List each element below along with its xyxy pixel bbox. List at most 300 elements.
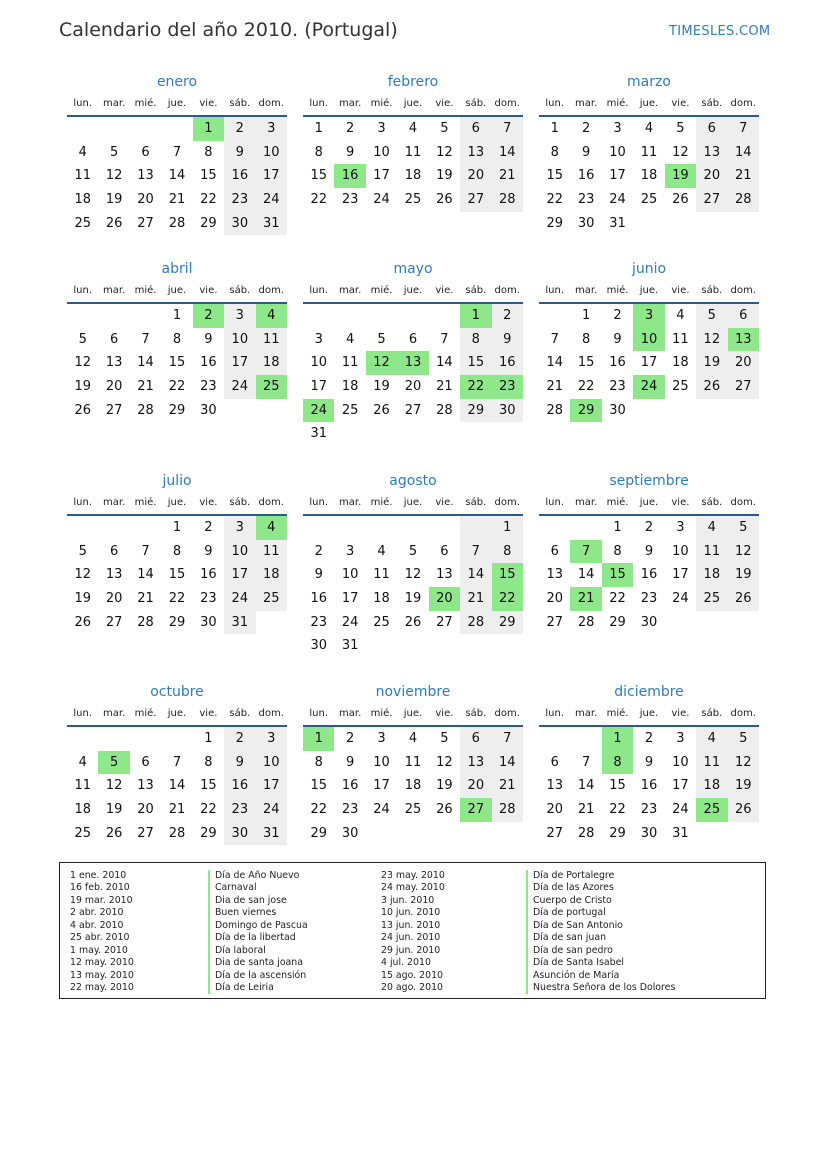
day-cell: 5 [728, 516, 759, 540]
weekday-label: mar. [339, 285, 362, 296]
legend-holiday-name: Día de san pedro [526, 945, 675, 957]
day-cell: 27 [137, 215, 154, 231]
day-cell: 28 [436, 402, 453, 418]
weekday-label: dom. [730, 285, 756, 296]
day-cell: 4 [644, 121, 654, 136]
empty-cell [397, 516, 428, 540]
day-cell: 26 [105, 825, 123, 841]
day-cell: 29 [200, 825, 217, 841]
day-cell: 4 [676, 308, 685, 323]
month-marzo [539, 71, 759, 235]
day-cell: 12 [436, 144, 453, 160]
legend-holiday-name: Día de la ascensión [208, 970, 308, 982]
day-cell: 26 [696, 375, 727, 399]
day-cell: 25 [640, 192, 658, 208]
day-cell: 13 [696, 141, 727, 165]
day-cell: 1 [492, 516, 523, 540]
weekday-label: mar. [339, 497, 362, 508]
day-cell: 16 [640, 778, 658, 794]
empty-cell [224, 399, 255, 423]
day-cell: 29 [546, 215, 563, 231]
holiday-day-cell: 4 [256, 304, 287, 328]
day-cell: 8 [613, 543, 622, 559]
holiday-day-cell: 1 [193, 117, 224, 141]
empty-cell [130, 117, 161, 141]
day-cell: 2 [613, 308, 622, 323]
day-cell: 11 [696, 540, 727, 564]
empty-cell [397, 422, 428, 446]
weekday-label: dom. [730, 98, 756, 109]
legend-holiday-name: Dia de san jose [208, 895, 308, 907]
day-cell: 18 [672, 355, 689, 371]
day-cell: 17 [373, 778, 390, 794]
day-cell: 9 [314, 567, 323, 583]
empty-cell [334, 516, 365, 540]
weekday-label: dom. [730, 708, 756, 719]
day-cell: 18 [404, 168, 422, 184]
weekday-label: lun. [309, 98, 329, 109]
day-cell: 27 [105, 614, 123, 630]
day-cell: 13 [546, 567, 563, 583]
weekday-label: lun. [545, 98, 565, 109]
day-cell: 9 [345, 144, 355, 160]
day-grid [303, 304, 523, 446]
month-agosto [303, 470, 523, 658]
day-cell: 14 [436, 355, 453, 371]
weekday-label: sáb. [465, 708, 487, 719]
weekday-label: dom. [258, 98, 284, 109]
day-cell: 8 [172, 543, 182, 559]
day-cell: 3 [224, 304, 255, 328]
empty-cell [334, 422, 365, 446]
weekday-label: mar. [575, 497, 598, 508]
day-cell: 3 [224, 516, 255, 540]
holiday-day-cell: 16 [334, 164, 365, 188]
day-cell: 5 [676, 121, 685, 136]
day-cell: 7 [141, 543, 150, 559]
day-cell: 12 [105, 168, 123, 184]
month-name: abril [161, 261, 193, 277]
day-cell: 16 [224, 774, 255, 798]
day-cell: 30 [640, 614, 658, 630]
holiday-day-cell: 13 [728, 328, 759, 352]
day-cell: 14 [137, 567, 154, 583]
day-cell: 18 [74, 802, 91, 818]
weekday-label: mar. [575, 708, 598, 719]
day-cell: 22 [168, 591, 186, 607]
day-cell: 2 [314, 543, 323, 559]
day-cell: 30 [310, 638, 327, 654]
day-cell: 15 [577, 355, 595, 371]
day-cell: 11 [672, 331, 689, 347]
legend-date: 2 abr. 2010 [70, 907, 124, 919]
day-cell: 8 [460, 328, 491, 352]
empty-cell [98, 516, 129, 540]
day-cell: 22 [546, 192, 563, 208]
weekday-label: sáb. [229, 285, 251, 296]
empty-cell [161, 117, 192, 141]
weekday-label: vie. [435, 98, 454, 109]
day-cell: 14 [577, 778, 595, 794]
empty-cell [397, 822, 428, 846]
weekday-label: mar. [103, 285, 126, 296]
day-cell: 25 [672, 379, 689, 395]
weekday-label: mié. [370, 285, 393, 296]
day-cell: 20 [728, 351, 759, 375]
month-name: septiembre [609, 473, 689, 489]
month-abril [67, 258, 287, 422]
legend-dates-right [381, 870, 445, 994]
weekday-label: mié. [370, 708, 393, 719]
day-cell: 26 [436, 192, 453, 208]
day-cell: 1 [204, 731, 213, 746]
day-cell: 18 [404, 778, 422, 794]
day-cell: 16 [492, 351, 523, 375]
empty-cell [256, 399, 287, 423]
day-cell: 7 [141, 331, 150, 347]
day-cell: 15 [168, 355, 186, 371]
weekday-header [539, 93, 759, 117]
legend-holiday-name: Día de Portalegre [526, 870, 675, 882]
day-cell: 9 [644, 754, 654, 770]
day-cell: 17 [609, 168, 626, 184]
weekday-label: jue. [403, 497, 423, 508]
empty-cell [460, 634, 491, 658]
legend-date: 23 may. 2010 [381, 870, 445, 881]
month-febrero [303, 71, 523, 212]
empty-cell [366, 634, 397, 658]
day-cell: 5 [440, 121, 449, 136]
day-cell: 8 [492, 540, 523, 564]
day-cell: 10 [373, 754, 390, 770]
weekday-label: jue. [167, 98, 187, 109]
empty-cell [98, 727, 129, 751]
weekday-label: mar. [103, 708, 126, 719]
day-cell: 27 [546, 614, 563, 630]
day-cell: 20 [137, 192, 154, 208]
day-cell: 13 [460, 751, 491, 775]
holiday-day-cell: 24 [303, 399, 334, 423]
day-cell: 8 [204, 144, 213, 160]
day-cell: 21 [492, 164, 523, 188]
day-grid [539, 304, 759, 422]
empty-cell [492, 422, 523, 446]
empty-cell [728, 399, 759, 423]
day-cell: 28 [728, 188, 759, 212]
legend-holiday-name: Día de Santa Isabel [526, 957, 675, 969]
brand-link[interactable]: TIMESLES.COM [669, 24, 771, 39]
day-cell: 6 [550, 754, 559, 770]
empty-cell [728, 611, 759, 635]
day-cell: 21 [137, 591, 154, 607]
day-cell: 17 [640, 355, 658, 371]
day-cell: 12 [105, 778, 123, 794]
day-cell: 25 [373, 614, 390, 630]
weekday-label: lun. [309, 708, 329, 719]
day-cell: 7 [581, 754, 591, 770]
weekday-label: mié. [134, 285, 157, 296]
day-cell: 24 [256, 188, 287, 212]
legend-date: 29 jun. 2010 [381, 944, 441, 956]
day-grid [303, 516, 523, 658]
day-cell: 23 [200, 379, 217, 395]
weekday-label: jue. [403, 708, 423, 719]
day-cell: 21 [460, 587, 491, 611]
legend-holiday-name: Día de San Antonio [526, 920, 675, 932]
day-cell: 14 [546, 355, 563, 371]
day-cell: 25 [404, 802, 422, 818]
legend-date: 22 may. 2010 [70, 981, 134, 993]
legend-names-right [526, 870, 675, 994]
empty-cell [696, 399, 727, 423]
month-enero [67, 71, 287, 235]
empty-cell [696, 611, 727, 635]
empty-cell [665, 399, 696, 423]
day-cell: 30 [577, 215, 595, 231]
day-cell: 12 [74, 567, 91, 583]
weekday-label: jue. [639, 98, 659, 109]
weekday-label: mié. [370, 497, 393, 508]
day-cell: 24 [224, 587, 255, 611]
weekday-label: mar. [339, 98, 362, 109]
day-cell: 14 [577, 567, 595, 583]
day-cell: 1 [172, 520, 182, 535]
holiday-day-cell: 4 [256, 516, 287, 540]
month-name: octubre [150, 684, 204, 700]
day-cell: 26 [373, 402, 390, 418]
weekday-header [67, 280, 287, 304]
day-cell: 17 [672, 778, 689, 794]
day-cell: 27 [137, 825, 154, 841]
day-cell: 19 [728, 563, 759, 587]
weekday-label: mié. [606, 497, 629, 508]
day-cell: 27 [436, 614, 453, 630]
day-cell: 24 [672, 591, 689, 607]
day-cell: 12 [728, 751, 759, 775]
month-name: agosto [389, 473, 437, 489]
day-cell: 27 [728, 375, 759, 399]
empty-cell [429, 304, 460, 328]
day-cell: 29 [609, 825, 626, 841]
day-cell: 29 [200, 215, 217, 231]
page-title: Calendario del año 2010. (Portugal) [59, 19, 398, 41]
day-cell: 7 [172, 754, 182, 770]
day-cell: 11 [74, 168, 91, 184]
day-cell: 17 [256, 774, 287, 798]
day-grid [539, 727, 759, 845]
day-cell: 1 [172, 308, 182, 323]
day-cell: 17 [672, 567, 689, 583]
empty-cell [570, 516, 601, 540]
day-cell: 24 [256, 798, 287, 822]
month-noviembre [303, 681, 523, 845]
month-diciembre [539, 681, 759, 845]
empty-cell [665, 611, 696, 635]
day-cell: 28 [577, 825, 595, 841]
day-grid [539, 117, 759, 235]
day-cell: 24 [609, 192, 626, 208]
weekday-label: mié. [134, 497, 157, 508]
legend-date: 1 may. 2010 [70, 944, 128, 956]
legend-date: 25 abr. 2010 [70, 932, 130, 944]
empty-cell [539, 304, 570, 328]
empty-cell [303, 516, 334, 540]
weekday-label: sáb. [701, 285, 723, 296]
day-cell: 11 [373, 567, 390, 583]
weekday-label: lun. [73, 708, 93, 719]
weekday-label: vie. [671, 285, 690, 296]
holiday-day-cell: 8 [602, 751, 633, 775]
weekday-label: vie. [671, 98, 690, 109]
holiday-day-cell: 1 [602, 727, 633, 751]
day-cell: 2 [644, 520, 654, 535]
day-cell: 3 [256, 117, 287, 141]
empty-cell [728, 212, 759, 236]
day-cell: 11 [341, 355, 359, 371]
day-cell: 31 [256, 822, 287, 846]
weekday-label: lun. [545, 497, 565, 508]
day-cell: 17 [373, 168, 390, 184]
weekday-label: jue. [167, 497, 187, 508]
day-cell: 9 [345, 754, 355, 770]
day-cell: 24 [341, 614, 359, 630]
weekday-label: lun. [73, 497, 93, 508]
empty-cell [303, 304, 334, 328]
day-cell: 27 [105, 402, 123, 418]
weekday-label: sáb. [701, 708, 723, 719]
day-cell: 13 [105, 355, 123, 371]
empty-cell [67, 117, 98, 141]
holiday-day-cell: 25 [696, 798, 727, 822]
day-cell: 19 [436, 778, 453, 794]
day-cell: 5 [78, 543, 87, 559]
day-cell: 14 [168, 778, 186, 794]
weekday-label: jue. [403, 285, 423, 296]
day-cell: 28 [168, 215, 186, 231]
day-cell: 5 [440, 731, 449, 746]
day-cell: 26 [404, 614, 422, 630]
day-cell: 26 [74, 614, 91, 630]
month-name: junio [631, 261, 667, 277]
day-cell: 9 [644, 543, 654, 559]
holiday-day-cell: 25 [256, 375, 287, 399]
legend-date: 4 jul. 2010 [381, 957, 431, 969]
day-cell: 31 [609, 215, 626, 231]
day-cell: 15 [609, 778, 626, 794]
day-cell: 2 [345, 121, 355, 136]
weekday-label: vie. [199, 497, 218, 508]
day-cell: 7 [492, 117, 523, 141]
day-grid [67, 516, 287, 634]
day-cell: 24 [224, 375, 255, 399]
day-cell: 4 [408, 121, 418, 136]
day-cell: 9 [224, 751, 255, 775]
day-cell: 18 [696, 563, 727, 587]
day-cell: 19 [696, 351, 727, 375]
day-cell: 28 [492, 798, 523, 822]
day-cell: 4 [408, 731, 418, 746]
day-cell: 27 [460, 188, 491, 212]
weekday-label: jue. [167, 708, 187, 719]
day-cell: 23 [341, 802, 359, 818]
holiday-day-cell: 20 [429, 587, 460, 611]
empty-cell [492, 634, 523, 658]
month-name: noviembre [375, 684, 451, 700]
day-cell: 23 [224, 188, 255, 212]
day-cell: 26 [672, 192, 689, 208]
day-cell: 6 [696, 117, 727, 141]
weekday-label: lun. [309, 497, 329, 508]
weekday-label: jue. [639, 497, 659, 508]
day-cell: 22 [609, 802, 626, 818]
day-cell: 15 [460, 351, 491, 375]
day-cell: 11 [640, 144, 658, 160]
day-cell: 10 [310, 355, 327, 371]
day-cell: 22 [168, 379, 186, 395]
day-cell: 23 [200, 591, 217, 607]
empty-cell [67, 516, 98, 540]
day-cell: 5 [696, 304, 727, 328]
day-cell: 20 [546, 591, 563, 607]
day-cell: 15 [200, 168, 217, 184]
day-cell: 23 [640, 591, 658, 607]
empty-cell [570, 727, 601, 751]
day-cell: 18 [256, 351, 287, 375]
day-cell: 6 [109, 331, 119, 347]
weekday-label: mar. [575, 98, 598, 109]
day-cell: 6 [109, 543, 119, 559]
day-cell: 9 [613, 331, 622, 347]
day-cell: 21 [546, 379, 563, 395]
day-cell: 8 [550, 144, 559, 160]
day-cell: 12 [404, 567, 422, 583]
day-cell: 10 [609, 144, 626, 160]
day-cell: 17 [224, 563, 255, 587]
day-cell: 2 [492, 304, 523, 328]
day-cell: 14 [168, 168, 186, 184]
weekday-header [67, 703, 287, 727]
day-cell: 6 [460, 117, 491, 141]
day-cell: 18 [696, 774, 727, 798]
weekday-label: jue. [403, 98, 423, 109]
weekday-label: mié. [606, 285, 629, 296]
holiday-day-cell: 7 [570, 540, 601, 564]
day-cell: 3 [377, 731, 386, 746]
legend-holiday-name: Día laboral [208, 945, 308, 957]
legend-holiday-name: Día de las Azores [526, 882, 675, 894]
empty-cell [696, 212, 727, 236]
day-cell: 30 [640, 825, 658, 841]
day-cell: 14 [492, 751, 523, 775]
day-cell: 14 [137, 355, 154, 371]
day-cell: 29 [168, 402, 186, 418]
weekday-label: vie. [199, 98, 218, 109]
empty-cell [256, 611, 287, 635]
weekday-header [303, 492, 523, 516]
day-cell: 2 [204, 520, 213, 535]
day-cell: 6 [550, 543, 559, 559]
day-cell: 28 [492, 188, 523, 212]
empty-cell [67, 727, 98, 751]
weekday-label: mié. [134, 98, 157, 109]
day-cell: 11 [696, 751, 727, 775]
day-cell: 17 [341, 591, 359, 607]
legend-date: 10 jun. 2010 [381, 907, 441, 919]
legend-dates-left [70, 870, 134, 994]
day-cell: 16 [640, 567, 658, 583]
day-cell: 21 [728, 164, 759, 188]
day-cell: 11 [404, 144, 422, 160]
